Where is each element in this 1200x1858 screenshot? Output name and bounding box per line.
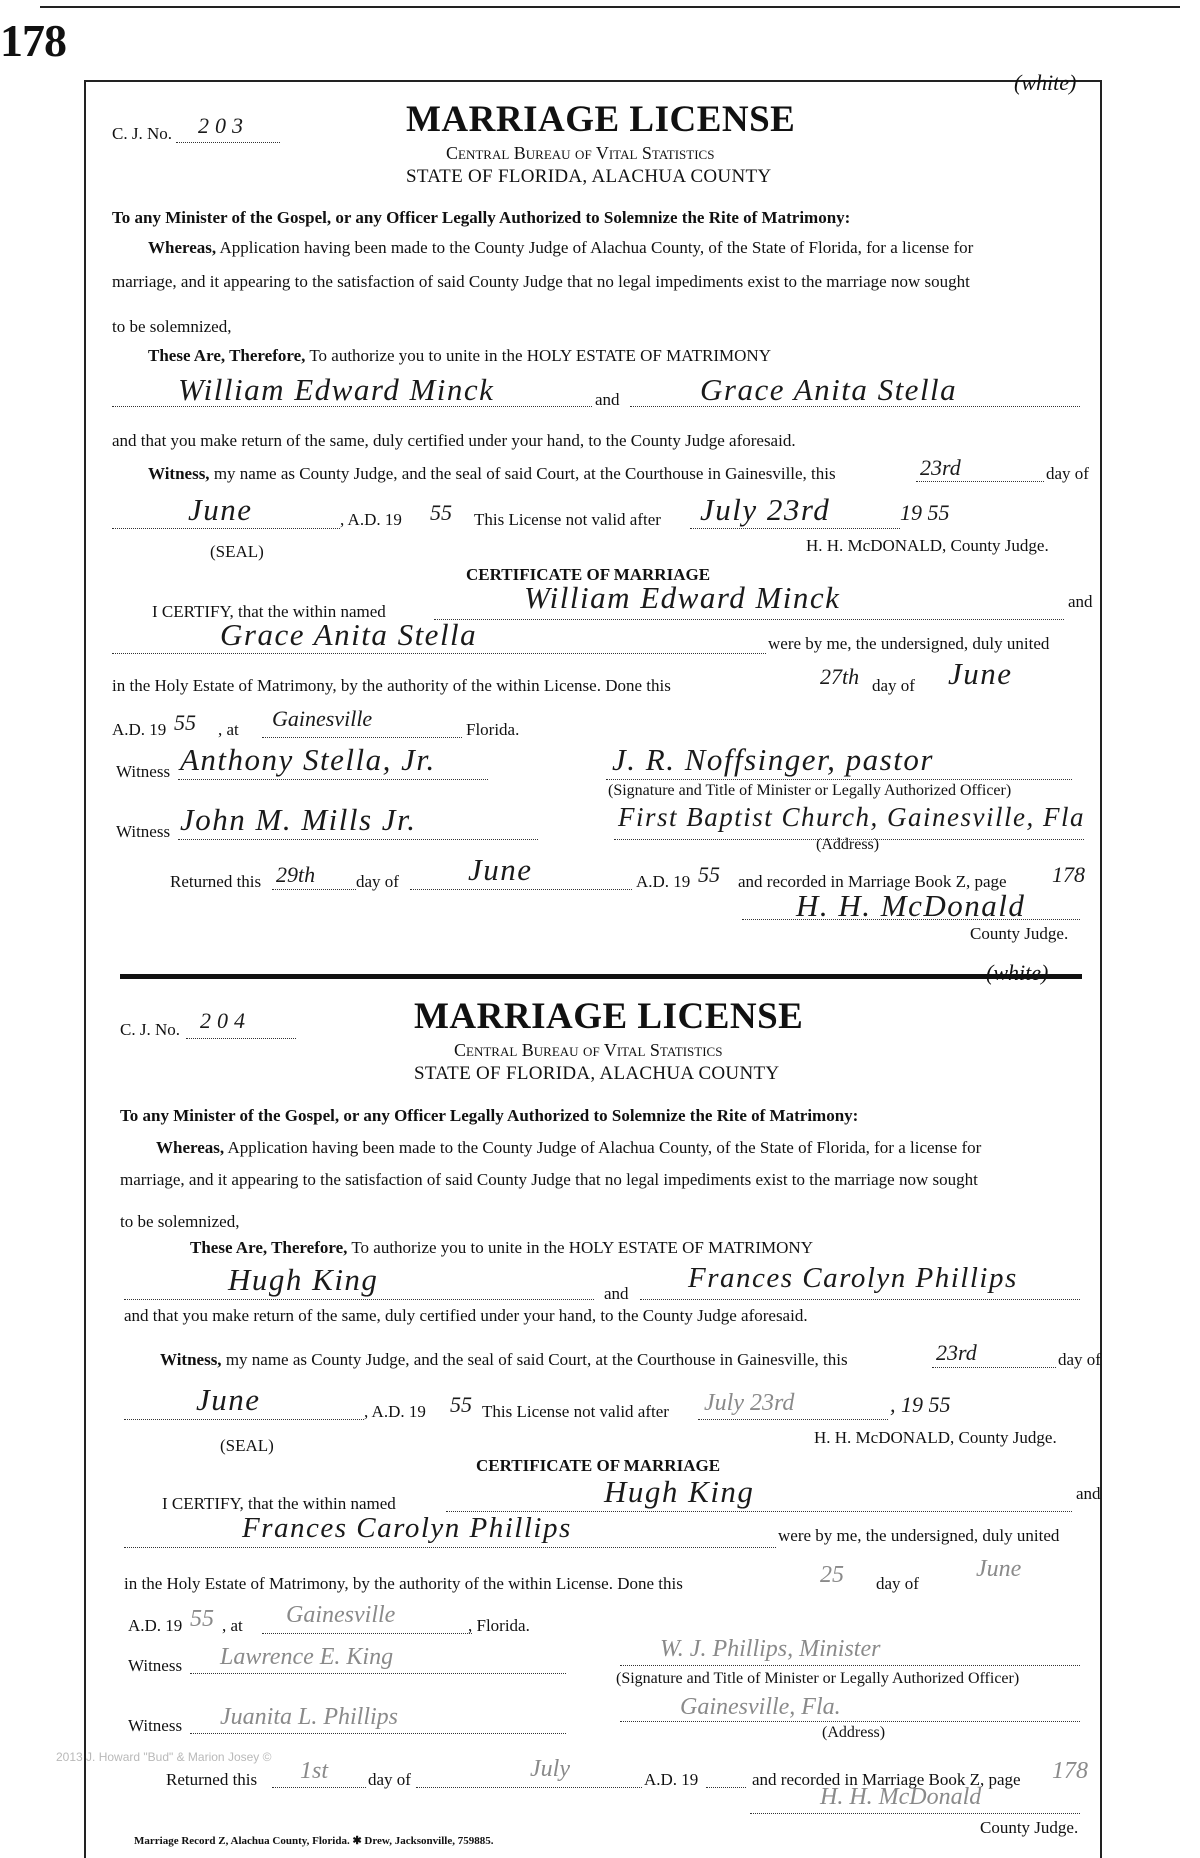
bride-name: Frances Carolyn Phillips [688,1262,1018,1294]
ad-19-label: A.D. 19 [128,1616,183,1635]
license-separator [120,974,1082,979]
florida-label: , Florida. [468,1616,530,1635]
expiry-year: 19 55 [900,500,950,525]
returned-label: Returned this [166,1770,258,1789]
certificate-bride: Grace Anita Stella [220,617,478,652]
returned-day-of: day of [368,1770,411,1789]
address-caption: (Address) [822,1724,886,1741]
these-are-text: To authorize you to unite in the HOLY ESTATE OF MATRIMONY [351,1238,813,1257]
state-county: STATE OF FLORIDA, ALACHUA COUNTY [406,166,772,187]
signature-caption: (Signature and Title of Minister or Legally Authorized Officer) [616,1670,1020,1687]
groom-name: Hugh King [228,1262,379,1297]
witness-text: my name as County Judge, and the seal of said Court, at the Courthouse in Gainesville, this [225,1350,848,1369]
these-are-label: These Are, Therefore, [148,346,306,365]
license-title: MARRIAGE LICENSE [414,996,804,1037]
certificate-groom: William Edward Minck [524,580,841,615]
expiry-year: , 19 55 [890,1392,951,1417]
judge-name: H. H. McDONALD, County Judge. [814,1428,1057,1447]
these-are-text: To authorize you to unite in the HOLY ESTATE OF MATRIMONY [309,346,771,365]
issue-year: 55 [430,500,452,525]
judge-signature: H. H. McDonald [796,888,1026,923]
florida-label: Florida. [466,720,520,739]
done-month: June [976,1556,1022,1582]
officiant-signature: W. J. Phillips, Minister [660,1636,881,1662]
whereas-label: Whereas, [148,238,217,257]
witness-2-name: Juanita L. Phillips [220,1704,399,1730]
bride-name: Grace Anita Stella [700,372,958,407]
done-day: 27th [820,664,860,689]
marriage-place: Gainesville [272,706,373,731]
and-label: and [595,390,620,409]
returned-label: Returned this [170,872,262,891]
book-page: 178 [1052,1758,1088,1784]
license-title: MARRIAGE LICENSE [406,99,796,140]
whereas-text-3: to be solemnized, [120,1212,240,1231]
groom-name: William Edward Minck [178,372,495,407]
certificate-bride: Frances Carolyn Phillips [242,1512,572,1544]
certificate-and: and [1076,1484,1101,1503]
witness-text: my name as County Judge, and the seal of said Court, at the Courthouse in Gainesville, this [213,464,836,483]
returned-month: June [468,852,533,887]
white-note: (white) [1014,70,1077,95]
footer-imprint: Marriage Record Z, Alachua County, Florida. ✱ Drew, Jacksonville, 759885. [134,1835,494,1847]
issue-day: 23rd [920,455,961,480]
returned-day: 1st [300,1758,329,1784]
cj-number: 203 [198,113,249,138]
cj-number: 204 [200,1008,251,1033]
witness-2-label: Witness [116,822,171,841]
these-are-label: These Are, Therefore, [190,1238,348,1257]
issue-month: June [196,1382,261,1417]
recorded-text: and recorded in Marriage Book Z, page [738,872,1007,891]
expiry-date: July 23rd [700,492,831,527]
top-edge-line [40,6,1180,8]
returned-day-of: day of [356,872,399,891]
whereas-text-1: Application having been made to the County Judge of Alachua County, of the State of Florida, for a license for [219,238,974,257]
cj-label: C. J. No. [120,1020,180,1039]
not-valid-label: This License not valid after [474,510,661,529]
bureau-name: Central Bureau of Vital Statistics [454,1040,723,1060]
return-line: and that you make return of the same, duly certified under your hand, to the County Judge aforesaid. [124,1306,808,1325]
witness-1-label: Witness [128,1656,183,1675]
witness-1-name: Anthony Stella, Jr. [180,742,436,777]
witness-2-label: Witness [128,1716,183,1735]
day-of: day of [1058,1350,1101,1369]
done-year: 55 [190,1606,214,1632]
officiant-address: First Baptist Church, Gainesville, Fla [618,802,1085,832]
holy-estate-text: in the Holy Estate of Matrimony, by the authority of the within License. Done this [112,676,671,695]
whereas-label: Whereas, [156,1138,225,1157]
officiant-address: Gainesville, Fla. [680,1694,841,1720]
address-caption: (Address) [816,836,880,853]
day-of: day of [1046,464,1089,483]
done-day-of: day of [872,676,915,695]
and-label: and [604,1284,629,1303]
state-county: STATE OF FLORIDA, ALACHUA COUNTY [414,1063,780,1084]
certify-label: I CERTIFY, that the within named [152,602,386,621]
bureau-name: Central Bureau of Vital Statistics [446,143,715,163]
witness-2-name: John M. Mills Jr. [180,802,417,837]
certificate-and: and [1068,592,1093,611]
done-month: June [948,656,1013,691]
whereas-text-2: marriage, and it appearing to the satisfaction of said County Judge that no legal impediments exist to the marriage now sought [120,1170,978,1189]
witness-label: Witness, [148,464,210,483]
done-day: 25 [820,1562,844,1588]
officiant-signature: J. R. Noffsinger, pastor [612,742,934,777]
copyright-credit: 2013 J. Howard "Bud" & Marion Josey © [56,1750,272,1764]
at-label: , at [218,720,239,739]
address-line: To any Minister of the Gospel, or any Officer Legally Authorized to Solemnize the Rite of Matrimony: [112,208,851,227]
marriage-place: Gainesville [286,1602,396,1628]
returned-ad: A.D. 19 [636,872,691,891]
signature-caption: (Signature and Title of Minister or Legally Authorized Officer) [608,782,1012,799]
done-year: 55 [174,710,196,735]
seal-label: (SEAL) [220,1436,274,1455]
seal-label: (SEAL) [210,542,264,561]
certificate-groom: Hugh King [604,1474,755,1509]
done-day-of: day of [876,1574,919,1593]
issue-day: 23rd [936,1340,977,1365]
witness-1-label: Witness [116,762,171,781]
witness-label: Witness, [160,1350,222,1369]
ad-label: , A.D. 19 [364,1402,426,1421]
not-valid-label: This License not valid after [482,1402,669,1421]
book-page: 178 [1052,862,1085,887]
issue-year: 55 [450,1392,472,1417]
county-judge-label: County Judge. [970,924,1069,943]
expiry-date: July 23rd [704,1390,795,1416]
issue-month: June [188,492,253,527]
county-judge-label: County Judge. [980,1818,1079,1837]
whereas-text-1: Application having been made to the County Judge of Alachua County, of the State of Florida, for a license for [227,1138,982,1157]
at-label: , at [222,1616,243,1635]
judge-signature: H. H. McDonald [820,1784,982,1810]
holy-estate-text: in the Holy Estate of Matrimony, by the authority of the within License. Done this [124,1574,683,1593]
judge-name: H. H. McDONALD, County Judge. [806,536,1049,555]
returned-month: July [530,1756,570,1782]
returned-day: 29th [276,862,316,887]
cj-label: C. J. No. [112,124,172,143]
witness-1-name: Lawrence E. King [220,1644,394,1670]
whereas-text-3: to be solemnized, [112,317,232,336]
ad-19-label: A.D. 19 [112,720,167,739]
certificate-title: CERTIFICATE OF MARRIAGE [466,565,711,584]
page-number: 178 [0,15,66,66]
returned-ad: A.D. 19 [644,1770,699,1789]
return-line: and that you make return of the same, duly certified under your hand, to the County Judge aforesaid. [112,431,796,450]
returned-year: 55 [698,862,720,887]
address-line: To any Minister of the Gospel, or any Officer Legally Authorized to Solemnize the Rite of Matrimony: [120,1106,859,1125]
certificate-title: CERTIFICATE OF MARRIAGE [476,1456,721,1475]
whereas-text-2: marriage, and it appearing to the satisfaction of said County Judge that no legal impediments exist to the marriage now sought [112,272,970,291]
certify-label: I CERTIFY, that the within named [162,1494,396,1513]
recorded-text: and recorded in Marriage Book Z, page [752,1770,1021,1789]
ad-label: , A.D. 19 [340,510,402,529]
were-by-me: were by me, the undersigned, duly united [768,634,1050,653]
white-note: (white) [986,960,1049,985]
were-by-me: were by me, the undersigned, duly united [778,1526,1060,1545]
